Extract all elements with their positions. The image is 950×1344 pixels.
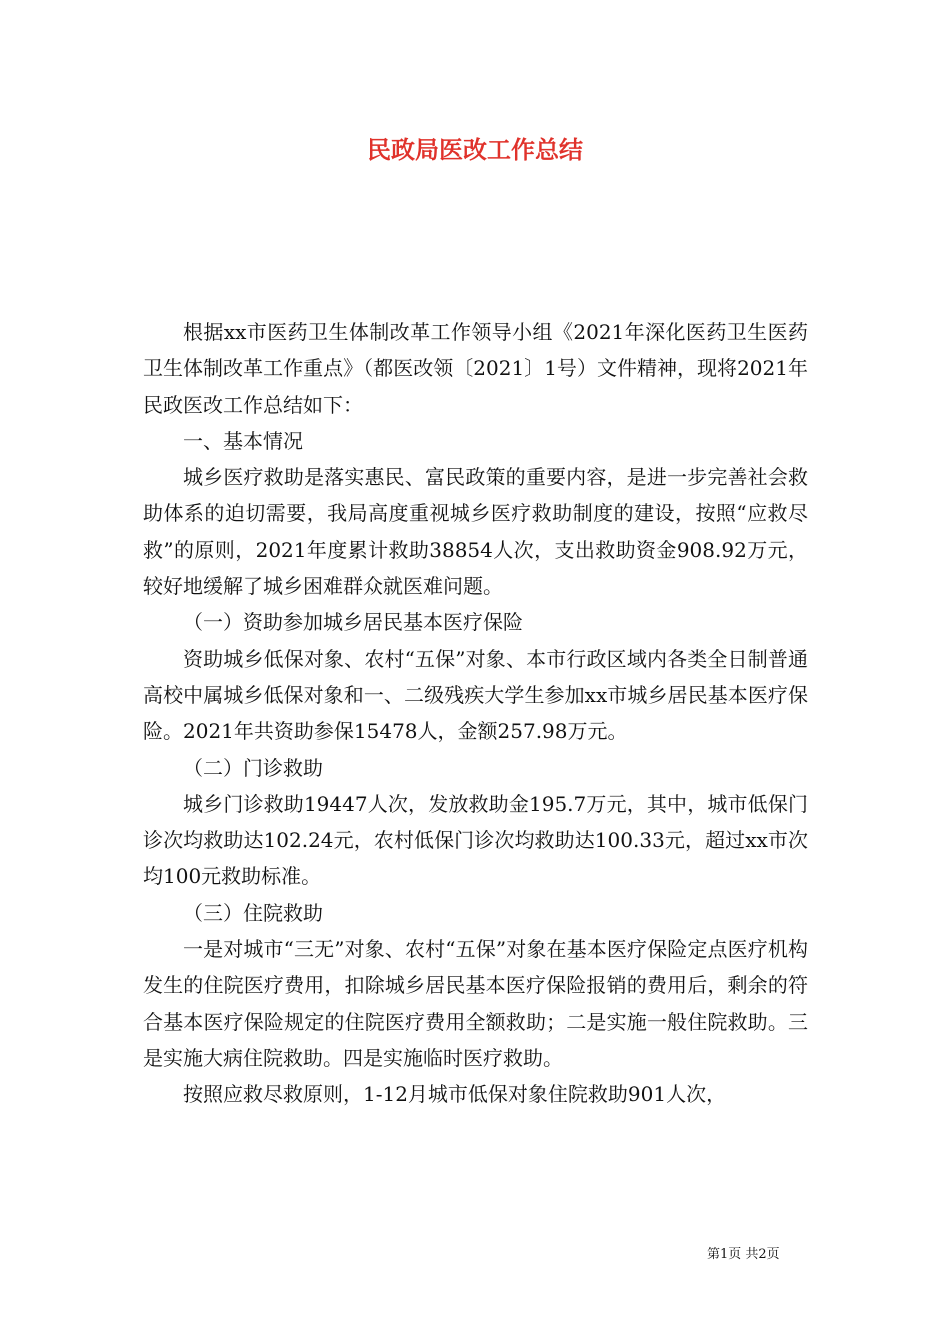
page-number-footer: 第1页 共2页	[707, 1247, 780, 1262]
subheading-inpatient-aid: （三）住院救助	[183, 900, 323, 925]
document-title: 民政局医改工作总结	[367, 135, 583, 164]
document-body	[143, 314, 808, 1113]
subheading-outpatient-aid: （二）门诊救助	[183, 755, 323, 780]
paragraph-outpatient-aid: 城乡门诊救助19447人次，发放救助金195.7万元，其中，城市低保门诊次均救助达102.24元，农村低保门诊次均救助达100.33元，超过xx市次均100元救助标准。	[143, 791, 808, 889]
section-heading-basic-situation: 一、基本情况	[183, 428, 303, 453]
paragraph-inpatient-stats: 按照应救尽救原则，1-12月城市低保对象住院救助901人次，	[183, 1082, 727, 1107]
subheading-insurance-subsidy: （一）资助参加城乡居民基本医疗保险	[183, 610, 523, 635]
paragraph-inpatient-aid: 一是对城市“三无”对象、农村“五保”对象在基本医疗保险定点医疗机构发生的住院医疗费用，扣除城乡居民基本医疗保险报销的费用后，剩余的符合基本医疗保险规定的住院医疗费用全额救助；二是实施一般住院救助。三是实施大病住院救助。四是实施临时医疗救助。	[143, 937, 808, 1070]
paragraph-basic-situation: 城乡医疗救助是落实惠民、富民政策的重要内容，是进一步完善社会救助体系的迫切需要，我局高度重视城乡医疗救助制度的建设，按照“应救尽救”的原则，2021年度累计救助38854人次，支出救助资金908.92万元，较好地缓解了城乡困难群众就医难问题。	[143, 465, 808, 599]
paragraph-intro: 根据xx市医药卫生体制改革工作领导小组《2021年深化医药卫生医药卫生体制改革工作重点》（都医改领〔2021〕1号）文件精神，现将2021年民政医改工作总结如下：	[143, 320, 808, 417]
paragraph-insurance-subsidy: 资助城乡低保对象、农村“五保”对象、本市行政区域内各类全日制普通高校中属城乡低保对象和一、二级残疾大学生参加xx市城乡居民基本医疗保险。2021年共资助参保15478人，金额257.98万元。	[143, 646, 808, 744]
